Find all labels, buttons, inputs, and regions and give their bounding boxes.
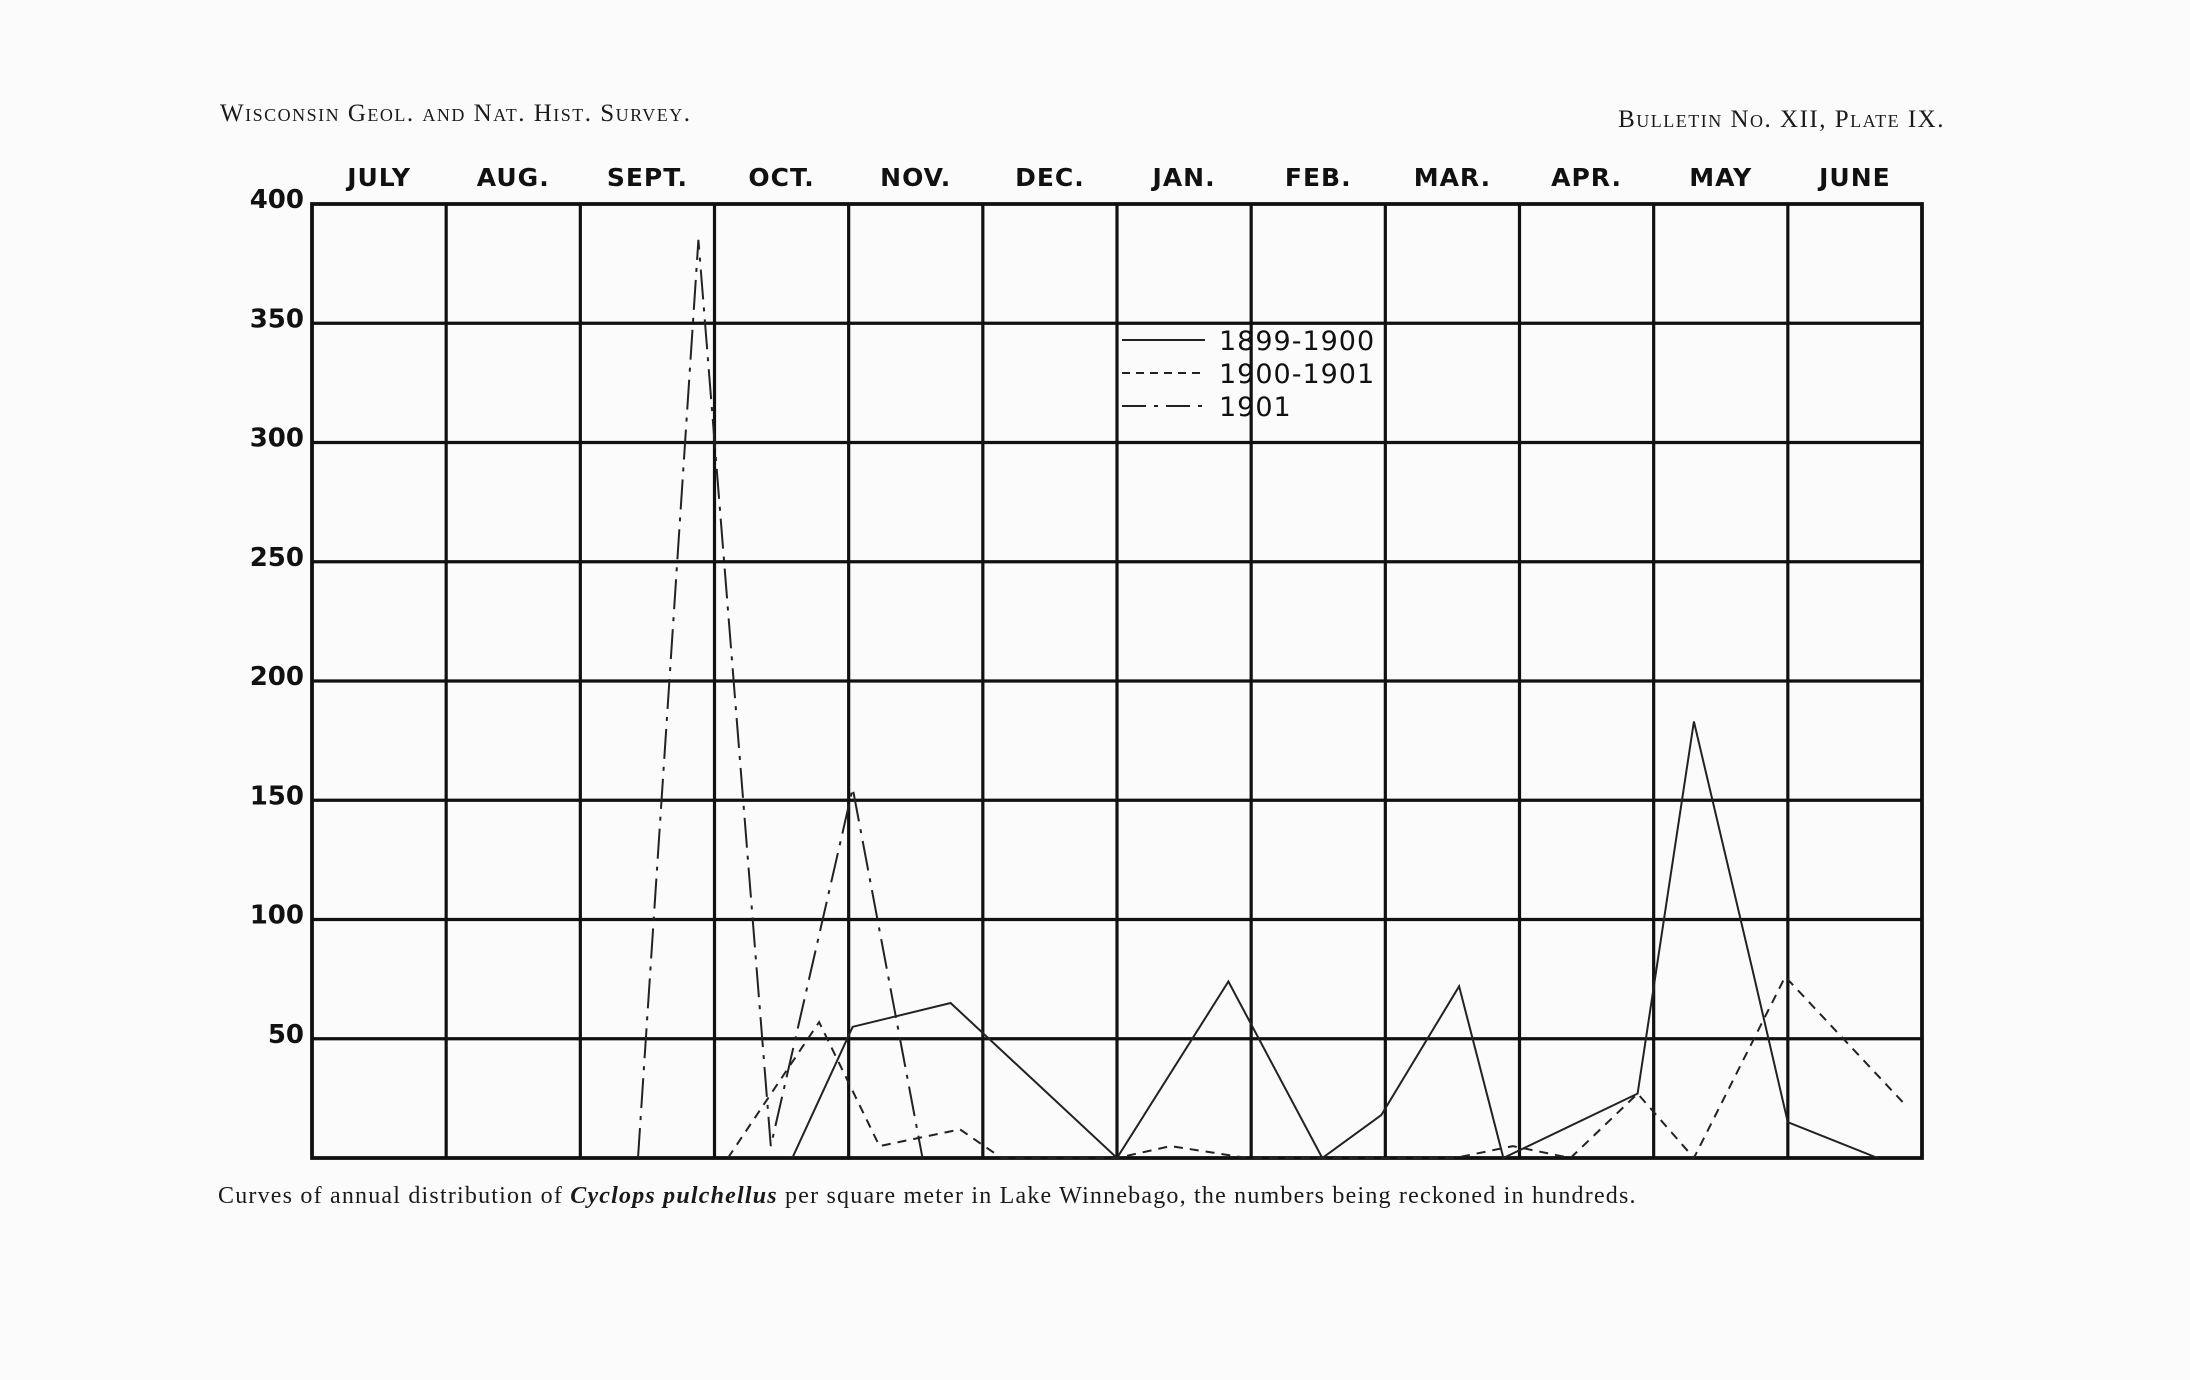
month-labels: [345, 163, 1891, 192]
month-label: APR.: [1551, 163, 1623, 192]
y-tick-label: 150: [249, 781, 304, 812]
caption-text-start: Curves of annual distribution of: [218, 1183, 571, 1209]
survey-title: Wisconsin Geol. and Nat. Hist. Survey.: [220, 100, 692, 127]
y-axis-ticks: [250, 185, 304, 1050]
chart-legend: [1122, 326, 1375, 423]
y-tick-label: 50: [267, 1019, 304, 1050]
y-tick-label: 400: [249, 185, 304, 215]
month-label: DEC.: [1015, 163, 1085, 192]
y-tick-label: 200: [249, 662, 304, 692]
y-tick-label: 100: [249, 900, 304, 931]
figure-caption: [218, 1183, 1950, 1210]
caption-species: Cyclops pulchellus: [570, 1183, 778, 1209]
y-tick-label: 350: [249, 304, 304, 335]
month-label: FEB.: [1284, 163, 1352, 192]
chart-grid: [312, 204, 1922, 1158]
month-label: SEPT.: [606, 163, 689, 192]
month-label: NOV.: [880, 163, 952, 192]
month-label: JULY: [347, 163, 411, 192]
y-tick-label: 250: [249, 542, 304, 573]
legend-label: 1900-1901: [1219, 359, 1376, 390]
series-line-1899-1900: [792, 722, 1877, 1159]
legend-label: 1901: [1219, 392, 1292, 423]
month-label: OCT.: [748, 163, 815, 192]
month-label: AUG.: [476, 163, 550, 192]
caption-text-end: per square meter in Lake Winnebago, the numbers being reckoned in hundreds.: [777, 1183, 1637, 1209]
bulletin-plate: Bulletin No. XII, Plate IX.: [1618, 106, 1945, 133]
month-label: MAY: [1689, 163, 1753, 192]
month-label: MAR.: [1413, 163, 1492, 192]
month-label: JUNE: [1819, 163, 1891, 192]
y-tick-label: 300: [249, 423, 304, 454]
legend-label: 1899-1900: [1219, 326, 1376, 357]
series-line-1900-1901: [728, 977, 1906, 1158]
month-label: JAN.: [1152, 163, 1216, 192]
